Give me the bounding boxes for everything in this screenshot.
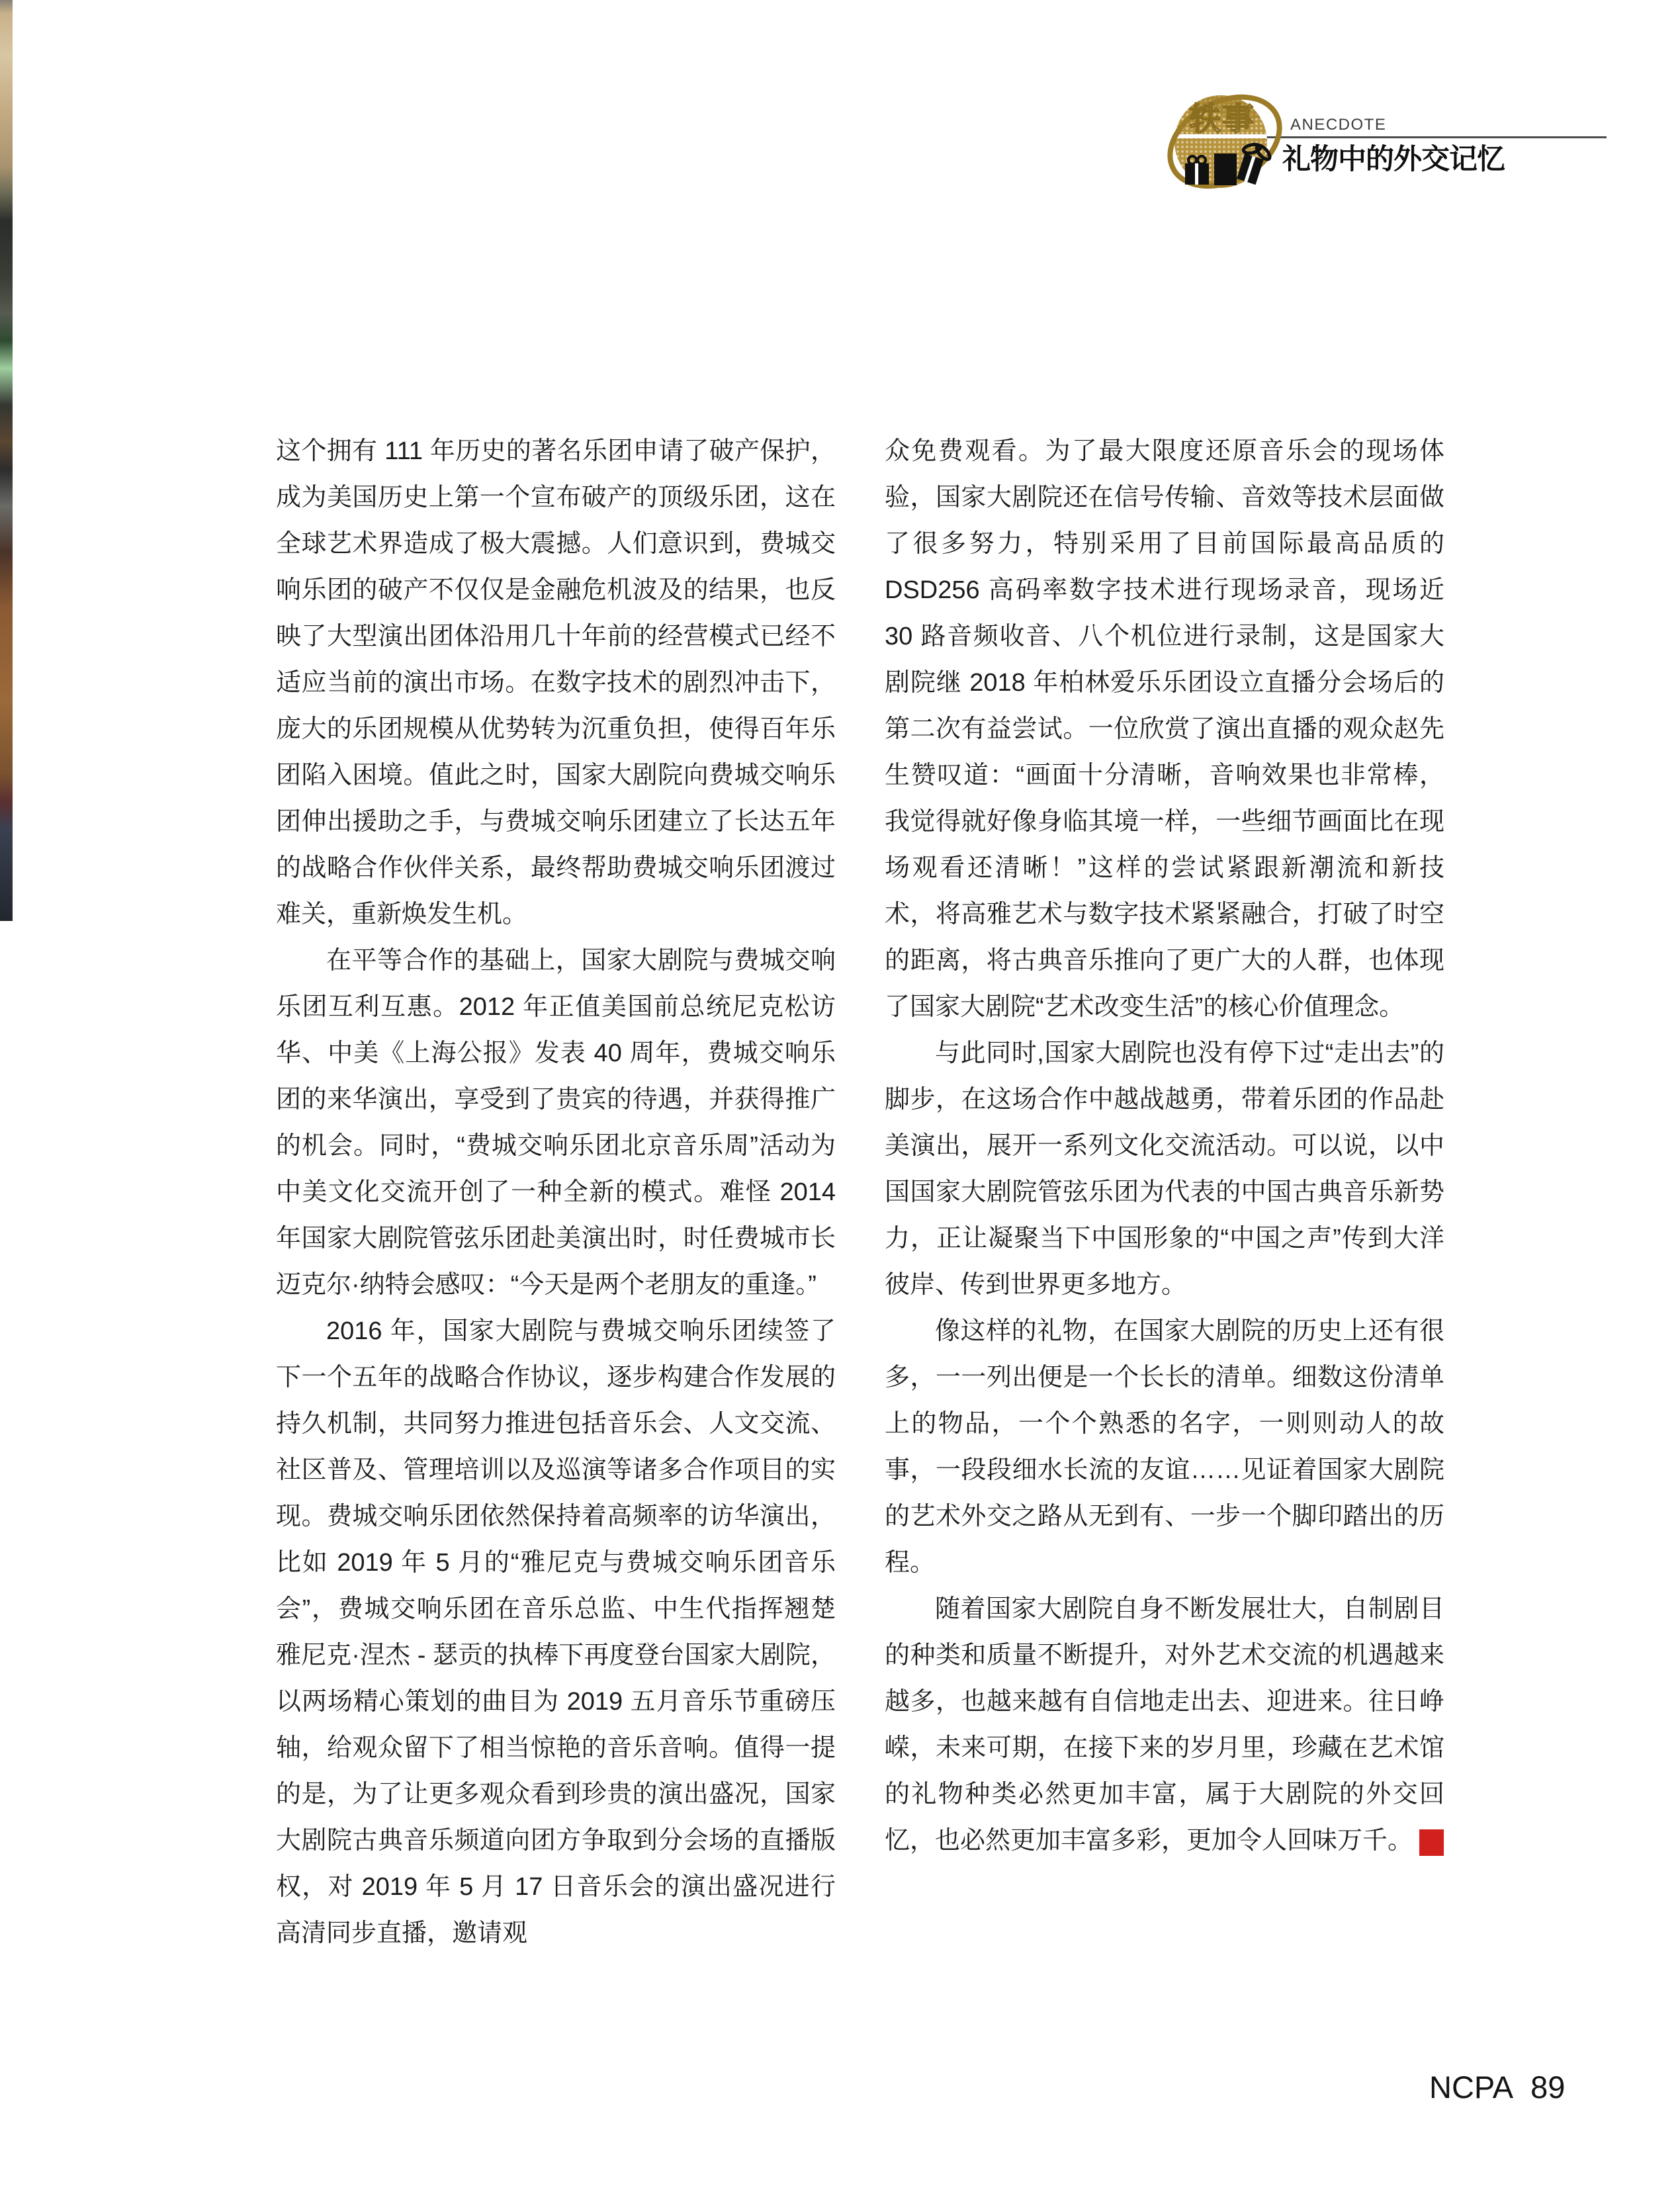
globe-icon	[1167, 79, 1283, 204]
globe-gift-logo	[1167, 75, 1283, 208]
article-column-left	[276, 428, 836, 1956]
journal-name: NCPA	[1429, 2070, 1514, 2105]
body-paragraph: 众免费观看。为了最大限度还原音乐会的现场体验，国家大剧院还在信号传输、音效等技术层面做了很多努力，特别采用了目前国际最高品质的 DSD256 高码率数字技术进行现场录音，现场近 30 路音频收音、八个机位进行录制，这是国家大剧院继 2018 年柏林爱乐乐团设立直播分会场后的第二次有益尝试。一位欣赏了演出直播的观众赵先生赞叹道：“画面十分清晰，音响效果也非常棒，我觉得就好像身临其境一样，一些细节画面比在现场观看还清晰！”这样的尝试紧跟新潮流和新技术，将高雅艺术与数字技术紧紧融合，打破了时空的距离，将古典音乐推向了更广大的人群，也体现了国家大剧院“艺术改变生活”的核心价值理念。	[885, 437, 1444, 1021]
page-footer	[1429, 2071, 1565, 2104]
anecdote-label: ANECDOTE	[1290, 116, 1387, 134]
body-paragraph: 与此同时,国家大剧院也没有停下过“走出去”的脚步，在这场合作中越战越勇，带着乐团的作品赴美演出，展开一系列文化交流活动。可以说，以中国国家大剧院管弦乐团为代表的中国古典音乐新势力，正让凝聚当下中国形象的“中国之声”传到大洋彼岸、传到世界更多地方。	[885, 1039, 1444, 1299]
body-paragraph: 在平等合作的基础上，国家大剧院与费城交响乐团互利互惠。2012 年正值美国前总统尼克松访华、中美《上海公报》发表 40 周年，费城交响乐团的来华演出，享受到了贵宾的待遇，并获得推广的机会。同时，“费城交响乐团北京音乐周”活动为中美文化交流开创了一种全新的模式。难怪 2014 年国家大剧院管弦乐团赴美演出时，时任费城市长迈克尔·纳特会感叹：“今天是两个老朋友的重逢。”	[276, 947, 836, 1299]
body-paragraph: 2016 年，国家大剧院与费城交响乐团续签了下一个五年的战略合作协议，逐步构建合作发展的持久机制，共同努力推进包括音乐会、人文交流、社区普及、管理培训以及巡演等诸多合作项目的实现。费城交响乐团依然保持着高频率的访华演出，比如 2019 年 5 月的“雅尼克与费城交响乐团音乐会”，费城交响乐团在音乐总监、中生代指挥翘楚雅尼克·涅杰 - 瑟贡的执棒下再度登台国家大剧院，以两场精心策划的曲目为 2019 五月音乐节重磅压轴，给观众留下了相当惊艳的音乐音响。值得一提的是，为了让更多观众看到珍贵的演出盛况，国家大剧院古典音乐频道向团方争取到分会场的直播版权，对 2019 年 5 月 17 日音乐会的演出盛况进行高清同步直播，邀请观	[276, 1317, 836, 1947]
logo-badge-text: 轶事	[1189, 102, 1256, 137]
body-paragraph: 这个拥有 111 年历史的著名乐团申请了破产保护，成为美国历史上第一个宣布破产的顶级乐团，这在全球艺术界造成了极大震撼。人们意识到，费城交响乐团的破产不仅仅是金融危机波及的结果，也反映了大型演出团体沿用几十年前的经营模式已经不适应当前的演出市场。在数字技术的剧烈冲击下，庞大的乐团规模从优势转为沉重负担，使得百年乐团陷入困境。值此之时，国家大剧院向费城交响乐团伸出援助之手，与费城交响乐团建立了长达五年的战略合作伙伴关系，最终帮助费城交响乐团渡过难关，重新焕发生机。	[276, 437, 836, 928]
body-paragraph: 随着国家大剧院自身不断发展壮大，自制剧目的种类和质量不断提升，对外艺术交流的机遇越来越多，也越来越有自信地走出去、迎进来。往日峥嵘，未来可期，在接下来的岁月里，珍藏在艺术馆的礼物种类必然更加丰富，属于大剧院的外交回忆，也必然更加丰富多彩，更加令人回味万千。 NC PA	[885, 1595, 1484, 1855]
left-edge-photo-strip	[0, 0, 13, 921]
article-column-right	[885, 428, 1484, 1864]
body-paragraph: 像这样的礼物，在国家大剧院的历史上还有很多，一一列出便是一个长长的清单。细数这份清单上的物品，一个个熟悉的名字，一则则动人的故事，一段段细水长流的友谊……见证着国家大剧院的艺术外交之路从无到有、一步一个脚印踏出的历程。	[885, 1317, 1444, 1577]
page-number: 89	[1530, 2070, 1566, 2105]
section-title: 礼物中的外交记忆	[1282, 144, 1505, 175]
ncpa-end-mark-icon: NC PA	[1419, 1829, 1444, 1856]
